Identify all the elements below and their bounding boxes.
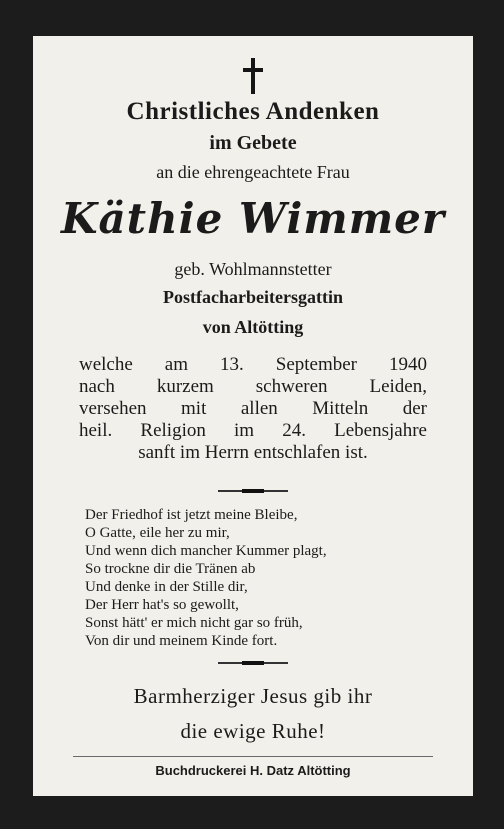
death-notice-paragraph [79, 354, 427, 464]
printer-imprint: Buchdruckerei H. Datz Altötting [155, 763, 351, 778]
poem-line: So trockne dir die Tränen ab [85, 561, 256, 577]
maiden-name: geb. Wohlmannstetter [174, 259, 332, 279]
paragraph-line: versehen mit allen Mitteln der [79, 398, 427, 419]
footer-rule [73, 756, 433, 757]
hometown: von Altötting [202, 317, 304, 337]
poem-line: Und denke in der Stille dir, [85, 579, 248, 595]
ornament-divider [218, 490, 288, 492]
card-paper [33, 36, 473, 796]
occupation: Postfacharbeitersgattin [163, 287, 343, 307]
heading-title: Christliches Andenken [126, 98, 380, 125]
heading-subtitle: im Gebete [209, 132, 297, 154]
poem-line: Der Herr hat's so gewollt, [85, 597, 239, 613]
poem-line: Von dir und meinem Kinde fort. [85, 633, 278, 649]
paragraph-line: welche am 13. September 1940 [79, 354, 427, 375]
cross-icon [242, 58, 264, 94]
prayer-line-2: die ewige Ruhe! [180, 719, 326, 743]
paragraph-line: sanft im Herrn entschlafen ist. [138, 442, 368, 463]
poem-line: Sonst hätt' er mich nicht gar so früh, [85, 615, 303, 631]
prayer-line-1: Barmherziger Jesus gib ihr [133, 684, 373, 708]
poem [85, 506, 445, 650]
poem-line: O Gatte, eile her zu mir, [85, 525, 230, 541]
poem-line: Und wenn dich mancher Kummer plagt, [85, 543, 327, 559]
poem-line: Der Friedhof ist jetzt meine Bleibe, [85, 507, 298, 523]
paragraph-line: nach kurzem schweren Leiden, [79, 376, 427, 397]
ornament-divider [218, 662, 288, 664]
paragraph-line: heil. Religion im 24. Lebensjahre [79, 420, 427, 441]
deceased-name: Käthie Wimmer [60, 194, 446, 243]
dedication-line: an die ehrengeachtete Frau [156, 162, 350, 182]
